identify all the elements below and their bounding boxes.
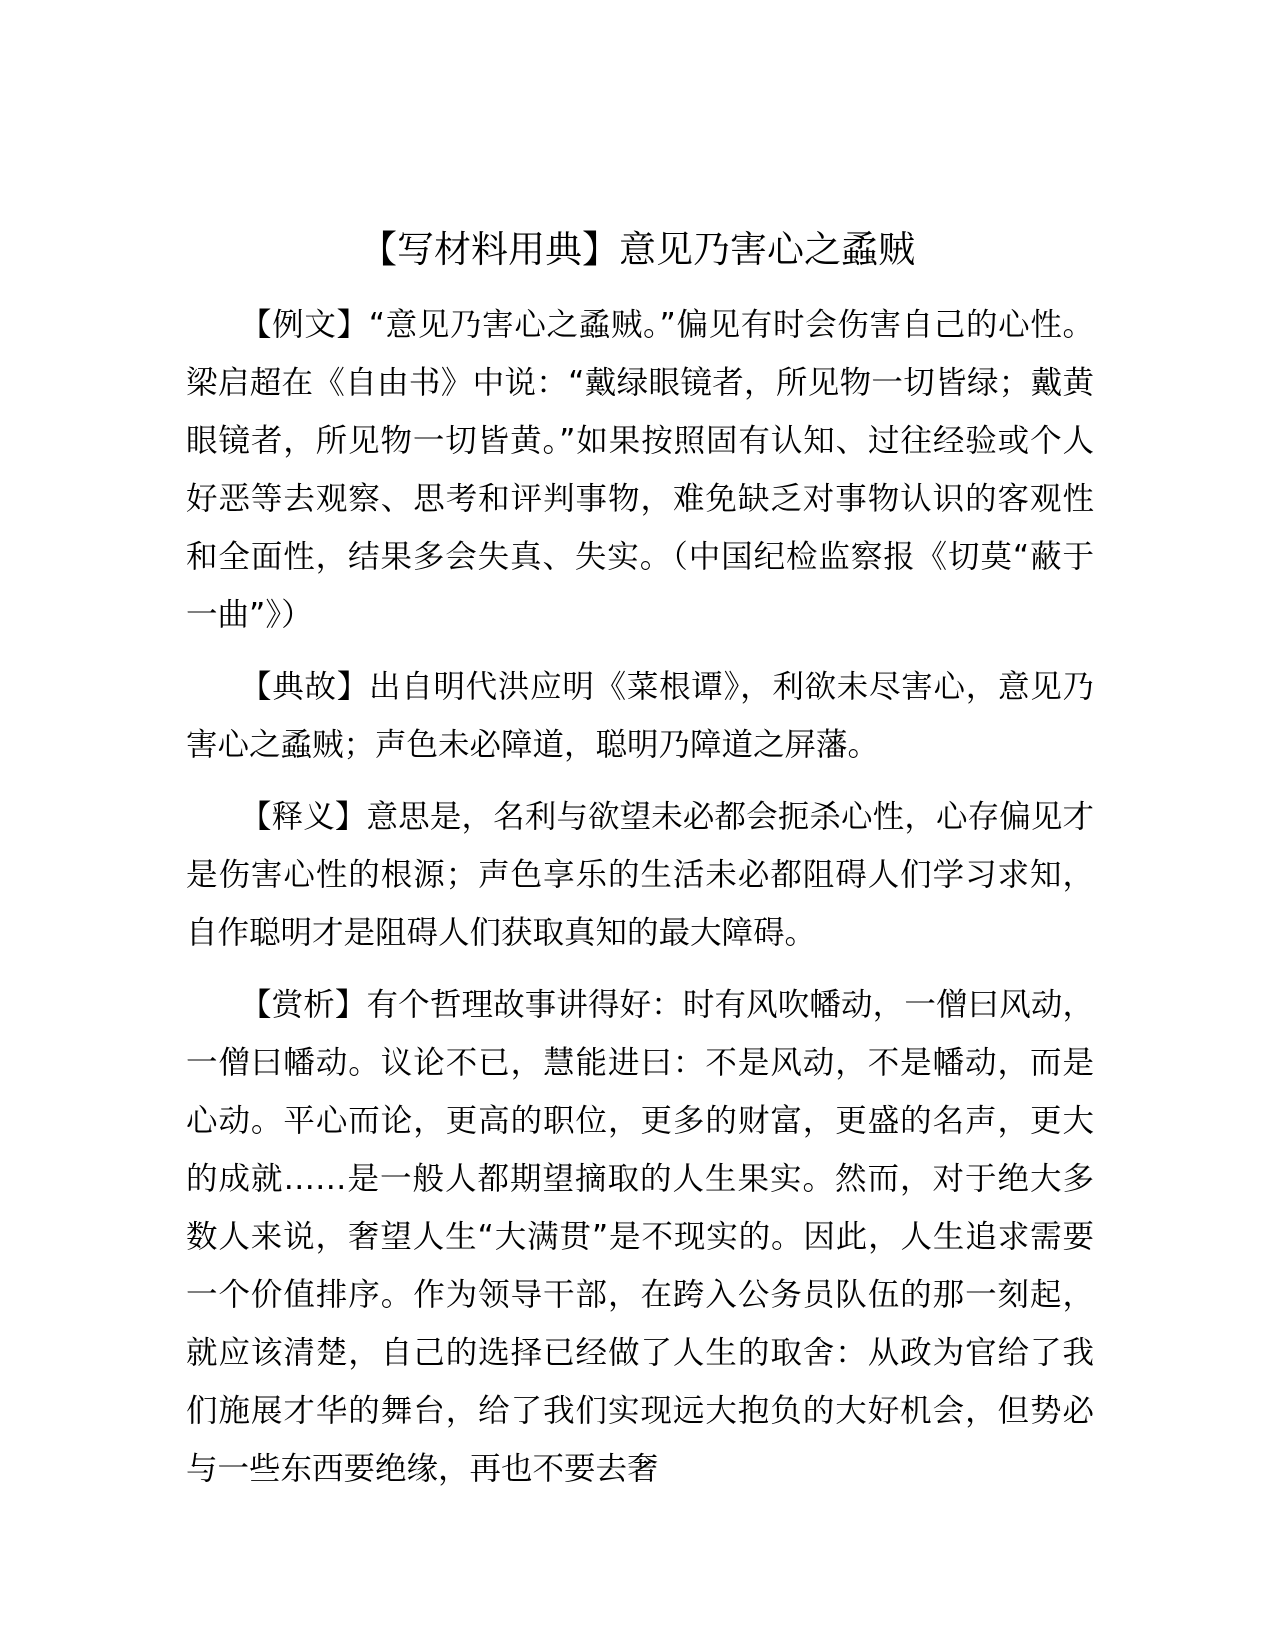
document-body: [186, 296, 1094, 1512]
paragraph-allusion: [186, 658, 1094, 774]
document-title: 【写材料用典】意见乃害心之蟊贼: [360, 228, 915, 271]
paragraph-text-allusion: 出自明代洪应明《菜根谭》，利欲未尽害心，意见乃害心之蟊贼；声色未必障道，聪明乃障道之屏藩。: [186, 669, 1094, 763]
paragraph-appreciation: [186, 976, 1094, 1498]
paragraph-text-example: “意见乃害心之蟊贼。”偏见有时会伤害自己的心性。梁启超在《自由书》中说：“戴绿眼镜者，所见物一切皆绿；戴黄眼镜者，所见物一切皆黄。”如果按照固有认知、过往经验或个人好恶等去观察、思考和评判事物，难免缺乏对事物认识的客观性和全面性，结果多会失真、失实。（中国纪检监察报《切莫“蔽于一曲”》）: [186, 307, 1094, 633]
paragraph-tag-meaning: 【释义】: [240, 799, 367, 835]
paragraph-meaning: [186, 788, 1094, 962]
paragraph-example: [186, 296, 1094, 644]
paragraph-text-appreciation: 有个哲理故事讲得好：时有风吹幡动，一僧曰风动，一僧曰幡动。议论不已，慧能进曰：不是风动，不是幡动，而是心动。平心而论，更高的职位，更多的财富，更盛的名声，更大的成就……是一般人都期望摘取的人生果实。然而，对于绝大多数人来说，奢望人生“大满贯”是不现实的。因此，人生追求需要一个价值排序。作为领导干部，在跨入公务员队伍的那一刻起，就应该清楚，自己的选择已经做了人生的取舍：从政为官给了我们施展才华的舞台，给了我们实现远大抱负的大好机会，但势必与一些东西要绝缘，再也不要去奢: [186, 987, 1094, 1487]
paragraph-tag-allusion: 【典故】: [240, 669, 369, 705]
paragraph-tag-appreciation: 【赏析】: [240, 987, 367, 1023]
paragraph-text-meaning: 意思是，名利与欲望未必都会扼杀心性，心存偏见才是伤害心性的根源；声色享乐的生活未必都阻碍人们学习求知，自作聪明才是阻碍人们获取真知的最大障碍。: [186, 799, 1094, 951]
paragraph-tag-example: 【例文】: [240, 307, 369, 343]
